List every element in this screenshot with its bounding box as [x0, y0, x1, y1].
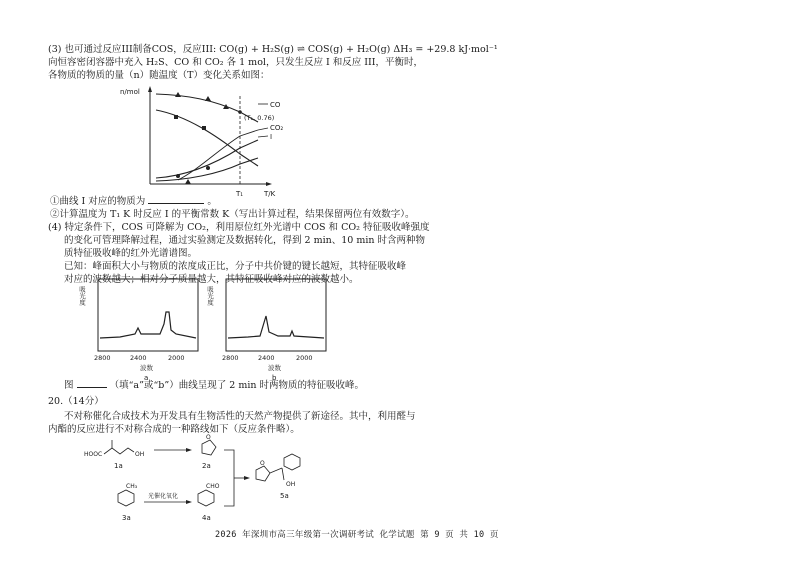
marker-co2-2: [202, 126, 206, 130]
marker-co-2: [205, 96, 211, 101]
q19-3-sub1: [50, 196, 217, 208]
mol-5a-phenyl: [284, 454, 300, 470]
y-axis-arrow: [148, 86, 152, 92]
ir-a-ylabel: 吸光度: [78, 286, 86, 306]
ir-b-trace: [228, 316, 324, 338]
mol-2a-o: O: [206, 434, 211, 441]
ir-spectrum-a: [80, 276, 210, 381]
ir-b-xlabel: 波数: [268, 364, 281, 372]
ir-spectrum-b: [208, 276, 338, 381]
mol-4a-cho: CHO: [206, 483, 220, 490]
label-1a: 1a: [114, 462, 123, 470]
mol-1a-hooc: HOOC: [84, 451, 103, 458]
arrow-1a-2a-head: [186, 448, 192, 452]
label-2a: 2a: [202, 462, 211, 470]
x-axis-label: T/K: [264, 190, 276, 198]
q19-3-line3: 各物质的物质的量（n）随温度（T）变化关系如图：: [48, 70, 270, 81]
t1-point-label: (T₁, 0.76): [244, 114, 275, 122]
legend-co: CO: [270, 101, 281, 109]
ir-a-trace: [100, 312, 196, 338]
mol-5a-oh-bond: [282, 468, 284, 480]
label-3a: 3a: [122, 514, 131, 522]
ir-a-tick-2800: 2800: [94, 354, 111, 362]
legend-i-line: [258, 136, 268, 137]
label-5a: 5a: [280, 492, 289, 500]
q19-4-line4: 已知：峰面积大小与物质的浓度成正比，分子中共价键的键长越短，其特征吸收峰: [64, 261, 407, 272]
y-axis-label: n/mol: [120, 88, 140, 96]
q19-4-end-post: （填“a”或“b”）曲线呈现了 2 min 时两物质的特征吸收峰。: [109, 380, 365, 391]
mol-3a-ring: [118, 490, 134, 506]
mol-2a-ring: [202, 440, 216, 455]
mol-5a-oh: OH: [286, 481, 296, 488]
page-footer: 2026 年深圳市高三年级第一次调研考试 化学试题 第 9 页 共 10 页: [215, 530, 499, 540]
q19-3-sub1-text: ①曲线 I 对应的物质为: [50, 196, 146, 207]
legend-co2-line: [258, 128, 268, 130]
scheme-bracket: [224, 450, 234, 506]
ir-b-ylabel: 吸光度: [206, 286, 214, 306]
arrow-3a-4a-condition: 光催化氧化: [148, 493, 179, 500]
q19-4-end-pre: 图: [64, 380, 74, 391]
legend-i: I: [270, 133, 273, 141]
t1-tick-label: T₁: [236, 190, 244, 198]
mol-5a-o: O: [260, 460, 265, 467]
x-axis-arrow: [266, 182, 272, 186]
ir-a-frame: [98, 279, 198, 351]
label-4a: 4a: [202, 514, 211, 522]
ir-a-tick-2400: 2400: [130, 354, 147, 362]
q19-4-line1: (4) 特定条件下，COS 可降解为 CO₂，利用原位红外光谱中 COS 和 CO₂ 特征吸收峰强度: [48, 222, 430, 233]
q20-head: 20.（14分）: [48, 396, 104, 407]
ir-a-xlabel: 波数: [140, 364, 153, 372]
marker-i-1: [176, 174, 180, 178]
curve-i: [156, 140, 258, 178]
marker-co2-1: [174, 115, 178, 119]
q19-4-end: [64, 380, 364, 392]
q19-4-line5: 对应的波数越大；相对分子质量越大，其特征吸收峰对应的波数越小。: [64, 274, 359, 285]
ir-b-tick-2000: 2000: [296, 354, 313, 362]
legend-co2: CO₂: [270, 124, 284, 132]
synthesis-scheme: [84, 436, 344, 528]
q20-line1: 不对称催化合成技术为开发具有生物活性的天然产物提供了新途径。其中，利用醛与: [64, 411, 416, 422]
q19-3-line2: 向恒容密闭容器中充入 H₂S、CO 和 CO₂ 各 1 mol，只发生反应 I 和反应 III，平衡时，: [48, 57, 424, 68]
answer-blank-1[interactable]: [148, 203, 204, 204]
arrow-to-5a-head: [244, 476, 250, 480]
marker-i-2: [206, 166, 210, 170]
equilibrium-chart: [118, 82, 298, 200]
ir-b-frame: [226, 279, 326, 351]
q19-4-line2: 的变化可管理降解过程，通过实验测定及数据转化，得到 2 min、10 min 时含两种物: [64, 235, 426, 246]
q20-line2: 内酯的反应进行不对称合成的一种路线如下（反应条件略）。: [48, 424, 300, 435]
ir-b-caption: b: [272, 374, 277, 382]
q19-3-sub2: ②计算温度为 T₁ K 时反应 I 的平衡常数 K（写出计算过程，结果保留两位有效数字）。: [50, 209, 415, 220]
ir-a-caption: a: [144, 374, 149, 382]
marker-co-3: [223, 104, 229, 109]
mol-5a-ring: [256, 466, 270, 481]
marker-low-1: [185, 179, 191, 184]
mol-5a-link: [270, 468, 282, 473]
marker-co-1: [175, 92, 181, 97]
curve-co2: [156, 110, 258, 166]
q19-4-line3: 质特征吸收峰的红外光谱谱图。: [64, 248, 198, 259]
ir-b-tick-2400: 2400: [258, 354, 275, 362]
ir-b-tick-2800: 2800: [222, 354, 239, 362]
mol-1a-chain: [104, 448, 134, 454]
q19-3-sub1-end: 。: [207, 196, 217, 207]
mol-1a-oh: OH: [135, 451, 145, 458]
arrow-3a-4a-head: [186, 500, 192, 504]
q19-3-line1: (3) 也可通过反应III制备COS，反应III: CO(g) + H₂S(g) ⇌ COS(g) + H₂O(g) ΔH₃ = +29.8 kJ·mol⁻¹: [48, 44, 498, 55]
marker-t1-point: [238, 110, 242, 114]
mol-4a-ring: [198, 490, 214, 506]
mol-3a-ch3: CH₃: [126, 483, 138, 490]
answer-blank-2[interactable]: [77, 387, 107, 388]
ir-a-tick-2000: 2000: [168, 354, 185, 362]
